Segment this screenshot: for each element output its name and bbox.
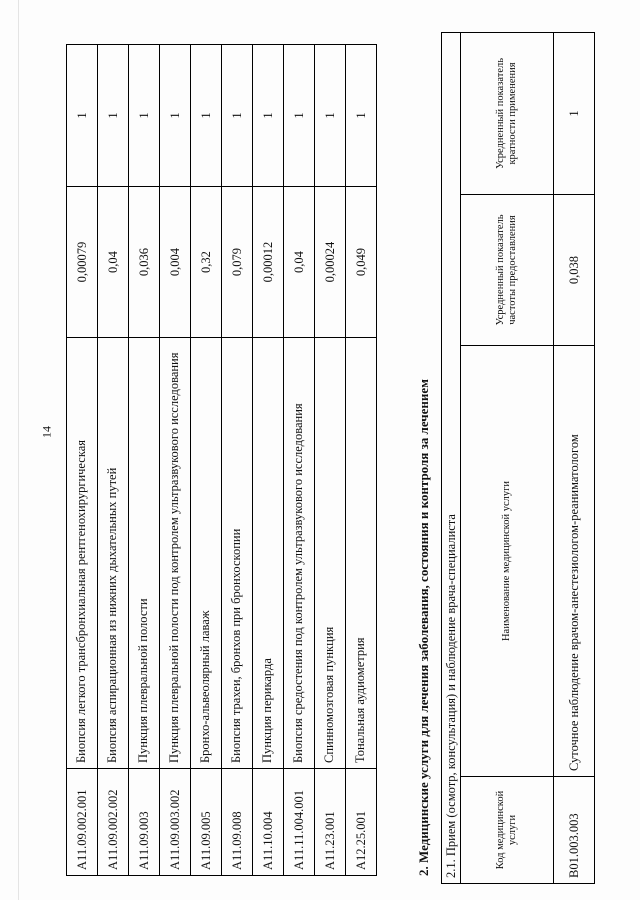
table-row <box>98 45 129 876</box>
frequency-value: 0,00024 <box>315 187 346 338</box>
service-name: Биопсия легкого трансбронхиальная рентгенохирургическая <box>67 338 98 769</box>
service-name: Пункция плевральной полости под контролем ультразвукового исследования <box>160 338 191 769</box>
service-name: Пункция плевральной полости <box>129 338 160 769</box>
table-row <box>253 45 284 876</box>
frequency-value: 0,004 <box>160 187 191 338</box>
header-multiplicity: Усредненный показатель кратности применения <box>461 33 554 195</box>
service-name: Пункция перикарда <box>253 338 284 769</box>
frequency-value: 0,00079 <box>67 187 98 338</box>
table-row <box>191 45 222 876</box>
service-name: Спинномозговая пункция <box>315 338 346 769</box>
multiplicity-value: 1 <box>67 45 98 187</box>
service-name: Биопсия средостения под контролем ультразвукового исследования <box>284 338 315 769</box>
frequency-value: 0,079 <box>222 187 253 338</box>
multiplicity-value: 1 <box>346 45 377 187</box>
service-name: Бронхо-альвеолярный лаваж <box>191 338 222 769</box>
table-row <box>284 45 315 876</box>
frequency-value: 0,32 <box>191 187 222 338</box>
frequency-value: 0,038 <box>554 195 595 346</box>
service-code: A11.09.002.002 <box>98 769 129 876</box>
table-row <box>346 45 377 876</box>
multiplicity-value: 1 <box>554 33 595 195</box>
multiplicity-value: 1 <box>129 45 160 187</box>
multiplicity-value: 1 <box>191 45 222 187</box>
service-code: A11.09.002.001 <box>67 769 98 876</box>
table-row <box>315 45 346 876</box>
service-code: A11.10.004 <box>253 769 284 876</box>
table-row <box>222 45 253 876</box>
subsection-heading: 2.1. Прием (осмотр, консультация) и наблюдение врача-специалиста <box>442 33 461 884</box>
service-code: A11.09.008 <box>222 769 253 876</box>
services-table <box>66 44 377 876</box>
page-edge-line <box>18 0 19 900</box>
multiplicity-value: 1 <box>98 45 129 187</box>
service-code: A12.25.001 <box>346 769 377 876</box>
service-code: A11.09.003 <box>129 769 160 876</box>
treatment-services-table-body <box>442 33 595 884</box>
service-name: Суточное наблюдение врачом-анестезиологом-реаниматологом <box>554 346 595 777</box>
service-code: A11.11.004.001 <box>284 769 315 876</box>
table-row <box>67 45 98 876</box>
frequency-value: 0,04 <box>284 187 315 338</box>
service-name: Биопсия трахеи, бронхов при бронхоскопии <box>222 338 253 769</box>
treatment-services-table <box>441 32 595 884</box>
multiplicity-value: 1 <box>160 45 191 187</box>
header-frequency: Усредненный показатель частоты предоставления <box>461 195 554 346</box>
frequency-value: 0,036 <box>129 187 160 338</box>
multiplicity-value: 1 <box>315 45 346 187</box>
service-name: Биопсия аспирационная из нижних дыхательных путей <box>98 338 129 769</box>
service-code: B01.003.003 <box>554 777 595 884</box>
multiplicity-value: 1 <box>253 45 284 187</box>
rotated-content <box>66 0 626 900</box>
table-row <box>129 45 160 876</box>
services-table-body <box>67 45 377 876</box>
frequency-value: 0,04 <box>98 187 129 338</box>
table-row <box>554 33 595 884</box>
page-number: 14 <box>39 426 54 438</box>
header-name: Наименование медицинской услуги <box>461 346 554 777</box>
section-heading: 2. Медицинские услуги для лечения заболевания, состояния и контроля за лечением <box>416 378 431 876</box>
multiplicity-value: 1 <box>222 45 253 187</box>
table-row <box>160 45 191 876</box>
header-code: Код медицинской услуги <box>461 777 554 884</box>
frequency-value: 0,049 <box>346 187 377 338</box>
service-code: A11.09.005 <box>191 769 222 876</box>
header-row <box>461 33 554 884</box>
frequency-value: 0,00012 <box>253 187 284 338</box>
subsection-row <box>442 33 461 884</box>
multiplicity-value: 1 <box>284 45 315 187</box>
service-code: A11.23.001 <box>315 769 346 876</box>
service-code: A11.09.003.002 <box>160 769 191 876</box>
service-name: Тональная аудиометрия <box>346 338 377 769</box>
